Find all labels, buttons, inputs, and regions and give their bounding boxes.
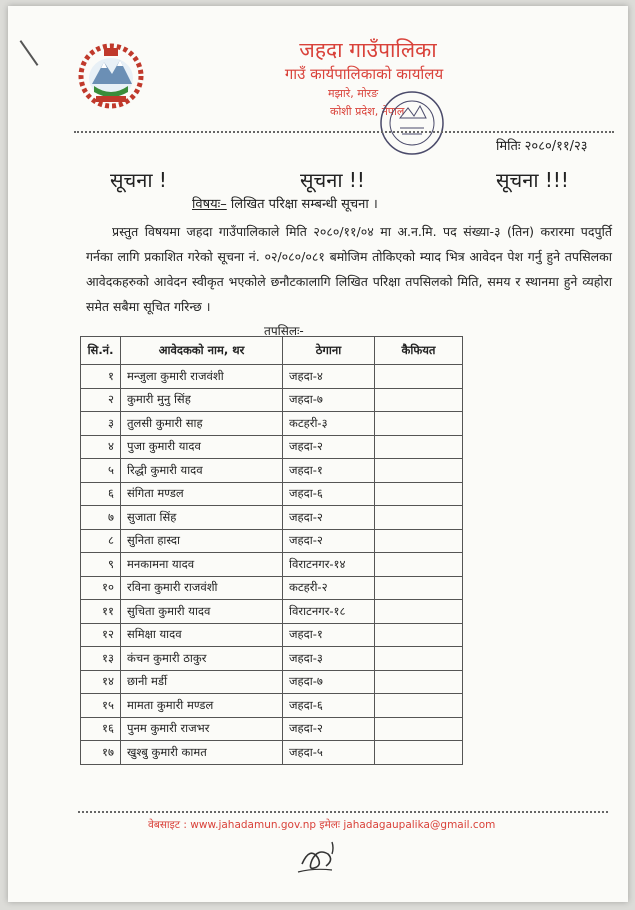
table-row xyxy=(81,459,463,483)
cell-remarks xyxy=(375,623,463,647)
cell-serial: १५ xyxy=(81,694,121,718)
cell-serial: १७ xyxy=(81,741,121,765)
table-row xyxy=(81,529,463,553)
table-row xyxy=(81,717,463,741)
notice-heading-3: सूचना !!! xyxy=(496,168,569,192)
office-subtitle: गाउँ कार्यपालिकाको कार्यालय xyxy=(284,65,444,83)
footer-contact: वेबसाइट : www.jahadamun.gov.np इमेलः jahadagaupalika@gmail.com xyxy=(148,819,496,831)
cell-address: जहदा-१ xyxy=(283,459,375,483)
cell-serial: १४ xyxy=(81,670,121,694)
cell-remarks xyxy=(375,741,463,765)
table-row xyxy=(81,600,463,624)
cell-serial: ९ xyxy=(81,553,121,577)
col-header-address: ठेगाना xyxy=(283,337,375,365)
col-header-remarks: कैफियत xyxy=(375,337,463,365)
table-row xyxy=(81,506,463,530)
cell-name: मन्जुला कुमारी राजवंशी xyxy=(121,365,283,389)
cell-remarks xyxy=(375,529,463,553)
cell-remarks xyxy=(375,717,463,741)
cell-remarks xyxy=(375,459,463,483)
cell-name: मनकामना यादव xyxy=(121,553,283,577)
cell-name: समिक्षा यादव xyxy=(121,623,283,647)
cell-name: सुचिता कुमारी यादव xyxy=(121,600,283,624)
table-body xyxy=(81,365,463,765)
table-row xyxy=(81,576,463,600)
pen-mark xyxy=(20,40,39,66)
cell-name: रविना कुमारी राजवंशी xyxy=(121,576,283,600)
cell-address: कटहरी-३ xyxy=(283,412,375,436)
subject-line xyxy=(192,194,378,212)
cell-remarks xyxy=(375,388,463,412)
cell-remarks xyxy=(375,694,463,718)
subject-text: लिखित परिक्षा सम्बन्धी सूचना । xyxy=(230,197,378,212)
cell-remarks xyxy=(375,435,463,459)
cell-serial: ७ xyxy=(81,506,121,530)
cell-address: जहदा-६ xyxy=(283,694,375,718)
signature-icon xyxy=(288,832,368,882)
cell-address: जहदा-६ xyxy=(283,482,375,506)
cell-remarks xyxy=(375,647,463,671)
cell-address: जहदा-२ xyxy=(283,506,375,530)
table-header-row xyxy=(81,337,463,365)
cell-address: विराटनगर-१८ xyxy=(283,600,375,624)
document-page xyxy=(8,6,628,902)
table-row xyxy=(81,482,463,506)
table-row xyxy=(81,694,463,718)
nepal-emblem-logo-icon xyxy=(74,40,148,110)
cell-name: सुनिता हास्दा xyxy=(121,529,283,553)
applicant-table xyxy=(80,336,463,765)
table-label: तपसिलः- xyxy=(264,324,304,338)
notice-heading-2: सूचना !! xyxy=(300,168,365,192)
cell-serial: १ xyxy=(81,365,121,389)
col-header-name: आवेदकको नाम, थर xyxy=(121,337,283,365)
cell-name: सुजाता सिंह xyxy=(121,506,283,530)
header-divider xyxy=(74,131,614,133)
cell-serial: १६ xyxy=(81,717,121,741)
cell-remarks xyxy=(375,600,463,624)
cell-address: जहदा-१ xyxy=(283,623,375,647)
cell-serial: २ xyxy=(81,388,121,412)
cell-remarks xyxy=(375,576,463,600)
table-row xyxy=(81,623,463,647)
cell-name: खुश्बु कुमारी कामत xyxy=(121,741,283,765)
table-row xyxy=(81,647,463,671)
table-row xyxy=(81,553,463,577)
cell-remarks xyxy=(375,670,463,694)
table-row xyxy=(81,670,463,694)
cell-address: विराटनगर-१४ xyxy=(283,553,375,577)
footer-divider xyxy=(78,811,608,813)
cell-remarks xyxy=(375,365,463,389)
cell-address: जहदा-४ xyxy=(283,365,375,389)
cell-name: पुनम कुमारी राजभर xyxy=(121,717,283,741)
notice-body: प्रस्तुत विषयमा जहदा गाउँपालिकाले मिति २०८०/११/०४ मा अ.न.मि. पद संख्या-३ (तिन) करारमा पदपुर्ति गर्नका लागि प्रकाशित गरेको सूचना नं. ०२/०८०/०८१ बमोजिम तोकिएको म्याद भित्र आवेदन पेश गर्नु हुने तपसिलका आवेदकहरुको आवेदन स्वीकृत भएकोले छनौटकालागि लिखित परिक्षा तपसिलको मिति, समय र स्थानमा हुने व्यहोरा समेत सबैमा सूचित गरिन्छ । xyxy=(86,224,612,314)
cell-name: रिद्धी कुमारी यादव xyxy=(121,459,283,483)
table-row xyxy=(81,388,463,412)
cell-address: जहदा-२ xyxy=(283,717,375,741)
cell-serial: ५ xyxy=(81,459,121,483)
cell-serial: ८ xyxy=(81,529,121,553)
cell-address: जहदा-२ xyxy=(283,435,375,459)
cell-serial: १३ xyxy=(81,647,121,671)
cell-name: कुमारी मुनु सिंह xyxy=(121,388,283,412)
cell-name: पुजा कुमारी यादव xyxy=(121,435,283,459)
cell-address: जहदा-७ xyxy=(283,388,375,412)
cell-address: कटहरी-२ xyxy=(283,576,375,600)
cell-address: जहदा-५ xyxy=(283,741,375,765)
cell-name: मामता कुमारी मण्डल xyxy=(121,694,283,718)
table-row xyxy=(81,365,463,389)
table-row xyxy=(81,412,463,436)
cell-serial: ४ xyxy=(81,435,121,459)
table-row xyxy=(81,435,463,459)
cell-address: जहदा-२ xyxy=(283,529,375,553)
cell-serial: १२ xyxy=(81,623,121,647)
address-line-1: मझारे, मोरङ xyxy=(328,87,379,100)
cell-address: जहदा-७ xyxy=(283,670,375,694)
notice-heading-1: सूचना ! xyxy=(110,168,167,192)
col-header-serial: सि.नं. xyxy=(81,337,121,365)
cell-address: जहदा-३ xyxy=(283,647,375,671)
cell-name: कंचन कुमारी ठाकुर xyxy=(121,647,283,671)
cell-remarks xyxy=(375,482,463,506)
municipality-title: जहदा गाउँपालिका xyxy=(299,38,437,62)
table-row xyxy=(81,741,463,765)
cell-serial: ६ xyxy=(81,482,121,506)
address-line-2: कोशी प्रदेश, नेपाल xyxy=(330,105,405,118)
office-stamp-icon xyxy=(376,88,448,158)
cell-remarks xyxy=(375,506,463,530)
subject-label: विषयः– xyxy=(192,197,227,212)
cell-name: छानी मर्डी xyxy=(121,670,283,694)
cell-serial: ३ xyxy=(81,412,121,436)
cell-serial: ११ xyxy=(81,600,121,624)
cell-name: तुलसी कुमारी साह xyxy=(121,412,283,436)
cell-remarks xyxy=(375,553,463,577)
notice-date: मितिः २०८०/११/२३ xyxy=(496,139,588,154)
cell-name: संगिता मण्डल xyxy=(121,482,283,506)
cell-serial: १० xyxy=(81,576,121,600)
cell-remarks xyxy=(375,412,463,436)
